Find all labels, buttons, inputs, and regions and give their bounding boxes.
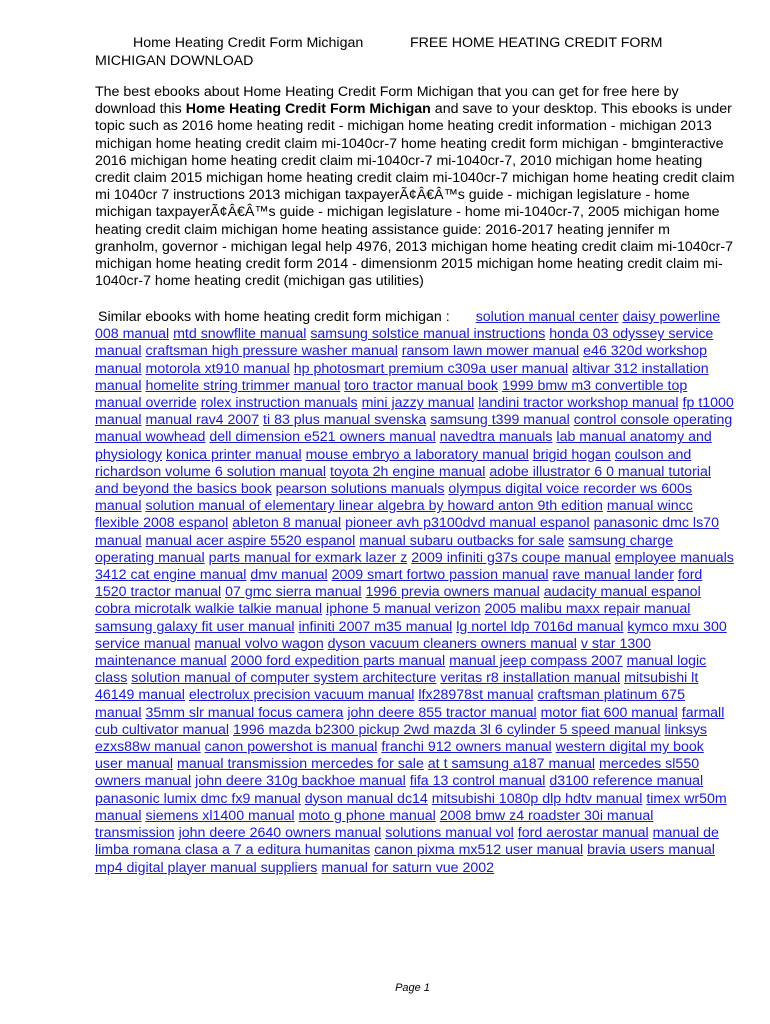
ebook-link[interactable]: coulson and richardson volume 6 solution manual [95,446,692,480]
intro-paragraph [95,84,735,290]
ebook-link[interactable]: honda 03 odyssey service manual [95,326,714,360]
ebook-link[interactable]: 07 gmc sierra manual [225,584,362,601]
ebook-link[interactable]: rolex instruction manuals [200,395,358,412]
ebook-link[interactable]: homelite string trimmer manual [145,377,341,394]
ebook-link[interactable]: dell dimension e521 owners manual [209,429,436,446]
ebook-link[interactable]: 2005 malibu maxx repair manual [484,601,691,618]
ebook-link[interactable]: e46 320d workshop manual [95,343,708,377]
similar-ebooks-section [95,309,735,877]
ebook-link[interactable]: dyson vacuum cleaners owners manual [327,635,577,652]
ebook-link[interactable]: altivar 312 installation manual [95,360,709,394]
ebook-link[interactable]: solutions manual vol [385,825,514,842]
ebook-link[interactable]: 1999 bmw m3 convertible top manual override [95,377,688,412]
ebook-link[interactable]: motor fiat 600 manual [540,704,678,721]
ebook-link[interactable]: veritas r8 installation manual [440,670,621,687]
ebook-link[interactable]: v star 1300 maintenance manual [95,635,652,670]
header-title-left: Home Heating Credit Form Michigan [133,35,364,51]
ebook-link[interactable]: lg nortel ldp 7016d manual [456,618,624,635]
ebook-link[interactable]: employee manuals [614,549,734,566]
ebook-link[interactable]: 35mm slr manual focus camera [145,704,344,721]
ebook-link[interactable]: timex wr50m manual [95,790,727,824]
ebook-link[interactable]: solution manual of computer system architecture [131,670,437,687]
similar-links-list [95,309,734,876]
header-title-right: FREE HOME HEATING CREDIT FORM [410,35,663,51]
ebook-link[interactable]: canon pixma mx512 user manual [374,842,584,859]
ebook-link[interactable]: craftsman high pressure washer manual [145,343,398,360]
ebook-link[interactable]: 1996 previa owners manual [365,584,540,601]
ebook-link[interactable]: mitsubishi 1080p dlp hdtv manual [431,790,643,807]
ebook-link[interactable]: rave manual lander [552,567,674,584]
ebook-link[interactable]: panasonic dmc ls70 manual [95,515,719,549]
ebook-link[interactable]: ableton 8 manual [232,515,342,532]
ebook-link[interactable]: parts manual for exmark lazer z [208,549,408,566]
ebook-link[interactable]: ti 83 plus manual svenska [263,412,427,429]
ebook-link[interactable]: lab manual anatomy and physiology [95,429,712,463]
ebook-link[interactable]: 2009 infiniti g37s coupe manual [411,549,611,566]
ebook-link[interactable]: dmv manual [250,567,328,584]
ebook-link[interactable]: daisy powerline 008 manual [95,309,721,343]
ebook-link[interactable]: john deere 2640 owners manual [178,825,382,842]
ebook-link[interactable]: toyota 2h engine manual [330,463,486,480]
ebook-link[interactable]: manual volvo wagon [194,635,324,652]
ebook-link[interactable]: solution manual of elementary linear algebra by howard anton 9th edition [145,498,603,515]
ebook-link[interactable]: panasonic lumix dmc fx9 manual [95,790,301,807]
ebook-link[interactable]: linksys ezxs88w manual [95,721,708,756]
ebook-link[interactable]: lfx28978st manual [418,687,534,704]
ebook-link[interactable]: 2000 ford expedition parts manual [230,653,446,670]
ebook-link[interactable]: bravia users manual [587,842,715,859]
page-footer [0,982,770,994]
ebook-link[interactable]: mouse embryo a laboratory manual [305,446,529,463]
ebook-link[interactable]: john deere 855 tractor manual [347,704,537,721]
ebook-link[interactable]: ford aerostar manual [517,825,649,842]
ebook-link[interactable]: infiniti 2007 m35 manual [298,618,453,635]
ebook-link[interactable]: audacity manual espanol [543,584,701,601]
ebook-link[interactable]: ford 1520 tractor manual [95,567,703,601]
ebook-link[interactable]: olympus digital voice recorder ws 600s manual [95,481,693,515]
ebook-link[interactable]: craftsman platinum 675 manual [95,687,685,721]
ebook-link[interactable]: at t samsung a187 manual [427,756,595,773]
ebook-link[interactable]: manual for saturn vue 2002 [321,859,495,876]
ebook-link[interactable]: mitsubishi lt 46149 manual [95,670,699,704]
ebook-link[interactable]: control console operating manual wowhead [95,412,733,446]
page-number: Page 1 [395,982,430,994]
ebook-link[interactable]: mini jazzy manual [361,395,475,412]
ebook-link[interactable]: electrolux precision vacuum manual [188,687,415,704]
ebook-link[interactable]: mtd snowflite manual [173,326,307,343]
ebook-link[interactable]: manual wincc flexible 2008 espanol [95,498,693,532]
ebook-link[interactable]: manual logic class [95,653,707,687]
similar-lead-text: Similar ebooks with home heating credit form michigan : [98,309,450,325]
intro-text-part2: and save to your desktop. This ebooks is under topic such as 2016 home heating redit - michigan home heating credit information - michigan 2013 michigan home heating credit claim mi-1040cr-7 home heating credit form michigan - bmginteractive 2016 michigan home heating credit claim mi-1040cr-7 mi-1040cr-7, 2010 michigan home heating credit claim 2015 michigan home heating credit claim mi-1040cr-7 michigan home heating credit claim mi 1040cr 7 instructions 2013 michigan taxpayerÃ¢Â€Â™s guide - michigan legislature - home michigan taxpayerÃ¢Â€Â™s guide - michigan legislature - home mi-1040cr-7, 2005 michigan home heating credit claim michigan home heating assistance guide: 2016-2017 heating jennifer m granholm, governor - michigan legal help 4976, 2013 michigan home heating credit claim mi-1040cr-7 michigan home heating credit form 2014 - dimensionm 2015 michigan home heating credit claim mi-1040cr-7 home heating credit (michigan gas utilities) [95,101,735,290]
ebook-link[interactable]: samsung galaxy fit user manual [95,618,295,635]
ebook-link[interactable]: mercedes sl550 owners manual [95,756,700,790]
ebook-link[interactable]: 3412 cat engine manual [95,567,247,584]
ebook-link[interactable]: mp4 digital player manual suppliers [95,859,318,876]
ebook-link[interactable]: samsung t399 manual [430,412,570,429]
ebook-link[interactable]: adobe illustrator 6 0 manual tutorial and beyond the basics book [95,463,711,498]
ebook-link[interactable]: manual rav4 2007 [145,412,260,429]
intro-text-part1: The best ebooks about Home Heating Credit Form Michigan that you can get for free here by download this [95,84,679,118]
ebook-link[interactable]: 1996 mazda b2300 pickup 2wd mazda 3l 6 cylinder 5 speed manual [233,721,661,738]
ebook-link[interactable]: solution manual center [475,309,619,325]
ebook-link[interactable]: franchi 912 owners manual [381,739,552,756]
ebook-link[interactable]: manual transmission mercedes for sale [177,756,424,773]
ebook-link[interactable]: manual subaru outbacks for sale [359,532,565,549]
ebook-link[interactable]: konica printer manual [166,446,302,463]
ebook-link[interactable]: moto g phone manual [298,807,436,824]
ebook-link[interactable]: pearson solutions manuals [275,481,445,498]
ebook-link[interactable]: canon powershot is manual [204,739,378,756]
ebook-link[interactable]: iphone 5 manual verizon [326,601,481,618]
ebook-link[interactable]: samsung charge operating manual [95,532,674,566]
page-header [95,34,735,70]
ebook-link[interactable]: 2009 smart fortwo passion manual [331,567,549,584]
ebook-link[interactable]: manual de limba romana clasa a 7 a editura humanitas [95,825,719,859]
ebook-link[interactable]: cobra microtalk walkie talkie manual [95,601,323,618]
ebook-link[interactable]: john deere 310g backhoe manual [195,773,406,790]
ebook-link[interactable]: farmall cub cultivator manual [95,704,725,738]
ebook-link[interactable]: motorola xt910 manual [145,360,290,377]
ebook-link[interactable]: fifa 13 control manual [409,773,546,790]
ebook-link[interactable]: pioneer avh p3100dvd manual espanol [345,515,590,532]
ebook-link[interactable]: brigid hogan [532,446,611,463]
ebook-link[interactable]: fp t1000 manual [95,395,734,429]
ebook-link[interactable]: manual jeep compass 2007 [449,653,623,670]
ebook-link[interactable]: western digital my book user manual [95,739,704,773]
ebook-link[interactable]: kymco mxu 300 service manual [95,618,727,652]
ebook-link[interactable]: d3100 reference manual [549,773,704,790]
intro-bold-title: Home Heating Credit Form Michigan [185,101,431,118]
ebook-link[interactable]: manual acer aspire 5520 espanol [145,532,356,549]
header-title-line2: MICHIGAN DOWNLOAD [95,53,254,69]
ebook-link[interactable]: siemens xl1400 manual [145,807,295,824]
ebook-link[interactable]: dyson manual dc14 [304,790,428,807]
ebook-link[interactable]: navedtra manuals [439,429,553,446]
ebook-link[interactable]: toro tractor manual book [344,377,498,394]
ebook-link[interactable]: hp photosmart premium c309a user manual [293,360,569,377]
ebook-link[interactable]: samsung solstice manual instructions [310,326,546,343]
ebook-link[interactable]: landini tractor workshop manual [478,395,679,412]
ebook-link[interactable]: ransom lawn mower manual [401,343,580,360]
ebook-link[interactable]: 2008 bmw z4 roadster 30i manual transmission [95,807,654,842]
